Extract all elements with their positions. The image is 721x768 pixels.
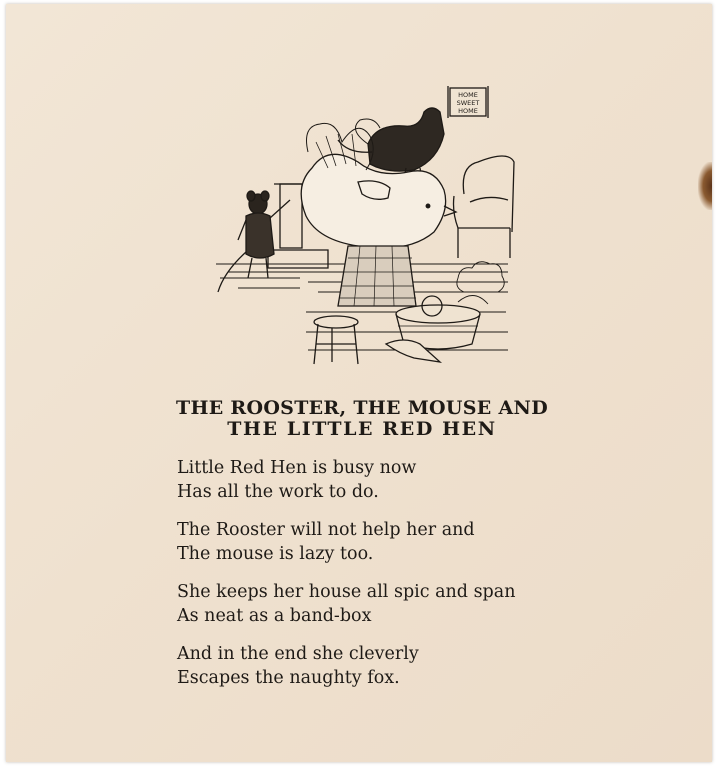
cloth	[386, 340, 440, 362]
sign-line-2: SWEET	[456, 99, 480, 107]
verse-line: Escapes the naughty fox.	[177, 668, 400, 688]
sign-line-3: HOME	[458, 107, 478, 115]
scorch-mark	[698, 162, 712, 210]
stanza-3	[177, 580, 515, 628]
verse-line: The mouse is lazy too.	[177, 544, 374, 564]
book-page	[6, 4, 712, 762]
verse-line: As neat as a band-box	[177, 606, 372, 626]
hen-illustration	[208, 82, 520, 370]
stanza-2	[177, 518, 475, 566]
steam	[457, 262, 504, 292]
stanza-4	[177, 642, 419, 690]
poem-title-line-1: THE ROOSTER, THE MOUSE AND	[176, 397, 548, 419]
verse-line: She keeps her house all spic and span	[177, 582, 516, 602]
verse-line: Has all the work to do.	[177, 482, 379, 502]
mouse	[218, 191, 290, 292]
stool	[314, 316, 358, 364]
verse-line: And in the end she cleverly	[177, 644, 419, 664]
poem-title-line-2: THE LITTLE RED HEN	[227, 418, 497, 440]
armchair	[454, 156, 515, 258]
home-sweet-home-sign	[448, 86, 488, 118]
verse-line: Little Red Hen is busy now	[177, 458, 417, 478]
verse-line: The Rooster will not help her and	[177, 520, 475, 540]
sign-line-1: HOME	[458, 91, 478, 99]
stanza-1	[177, 456, 416, 504]
